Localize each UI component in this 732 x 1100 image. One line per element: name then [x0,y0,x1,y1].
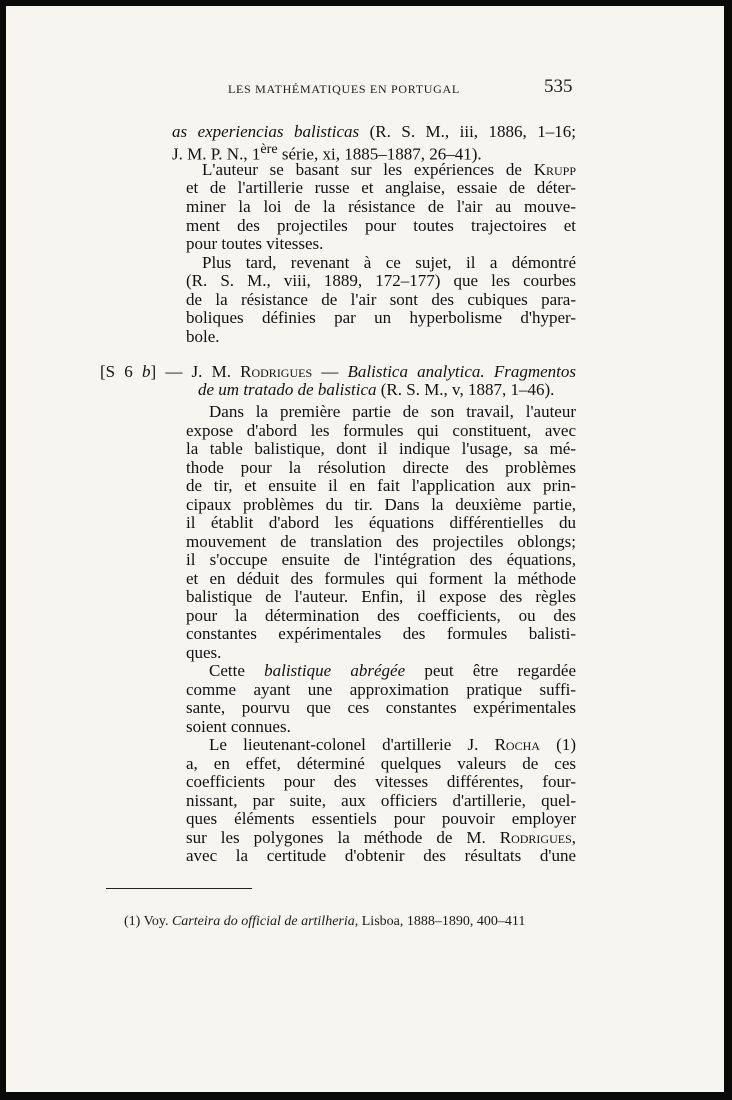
text-line: Plus tard, revenant à ce sujet, il a démontré [202,253,576,272]
text-line: de la résistance de l'air sont des cubiques para- [186,290,576,309]
text-line: bole. [186,327,220,346]
running-title: LES MATHÉMATIQUES EN PORTUGAL [228,82,460,96]
text-line: (R. S. M., viii, 1889, 172–177) que les courbes [186,271,576,290]
italic-title: Balistica analytica. Fragmentos [347,362,577,381]
text-line: ques. [186,643,222,662]
footnote-title: Carteira do official de artilheria, [171,914,359,929]
text-line: boliques définies par un hyperbolisme d'hyper- [186,308,576,327]
text-line: et en déduit des formules qui forment la méthode [186,569,576,588]
footnote-rest: Lisboa, 1888–1890, 400–411 [361,914,526,929]
italic-title: de um tratado de balistica [198,380,377,399]
footnote-marker: (1) Voy. [124,914,169,929]
text-line: pour toutes vitesses. [186,234,324,253]
text-line: de um tratado de balistica (R. S. M., v, 1887, 1–46). [198,380,555,399]
text-line: ment des projectiles pour toutes trajectoires et [186,216,576,235]
text-line: Dans la première partie de son travail, l'auteur [209,402,576,421]
footnote [124,914,525,930]
text-line: sur les polygones la méthode de M. Rodrigues, [186,828,576,847]
text-line: et de l'artillerie russe et anglaise, essaie de déter- [186,178,576,197]
italic-title: balistique abrégée [264,661,406,680]
page-number: 535 [544,76,573,97]
author-name: Rodrigues [240,362,313,381]
text-line: as experiencias balisticas (R. S. M., iii, 1886, 1–16; [172,122,576,141]
footnote-rule [106,888,252,889]
text-line: thode pour la résolution directe des problèmes [186,458,576,477]
text-line: J. M. P. N., 1ère série, xi, 1885–1887, 26–41). [172,141,482,164]
text-line: il s'occupe ensuite de l'intégration des équations, [186,550,576,569]
text-line: balistique de l'auteur. Enfin, il expose des règles [186,587,576,606]
page-header [6,78,724,100]
text-line: [S 6 b] — J. M. Rodrigues — Balistica analytica. Fragmentos [100,362,577,381]
text-line: soient connues. [186,717,291,736]
text-line: Cette balistique abrégée peut être regardée [209,661,576,680]
superscript: ère [260,141,278,157]
text-line: de tir, et ensuite il en fait l'application aux prin- [186,476,576,495]
text-line: ques éléments essentiels pour pouvoir employer [186,809,576,828]
italic-title: b [142,362,151,381]
text-line: coefficients pour des vitesses différentes, four- [186,772,576,791]
text-line: miner la loi de la résistance de l'air au mouve- [186,197,576,216]
text-line: comme ayant une approximation pratique suffi- [186,680,576,699]
text-line: cipaux problèmes du tir. Dans la deuxième partie, [186,495,576,514]
text-line: L'auteur se basant sur les expériences de Krupp [202,160,576,179]
text-line: avec la certitude d'obtenir des résultats d'une [186,846,576,865]
author-name: Krupp [533,160,576,179]
author-name: Rocha [494,735,540,754]
text-line: nissant, par suite, aux officiers d'artillerie, quel- [186,791,576,810]
text-line: la table balistique, dont il indique l'usage, sa mé- [186,439,576,458]
book-page [6,6,724,1092]
text-line: expose d'abord les formules qui constituent, avec [186,421,576,440]
text-line: mouvement de translation des projectiles oblongs; [186,532,576,551]
text-line: Le lieutenant-colonel d'artillerie J. Rocha (1) [209,735,576,754]
text-line: constantes expérimentales des formules balisti- [186,624,576,643]
text-line: pour la détermination des coefficients, ou des [186,606,576,625]
text-line: il établit d'abord les équations différentielles du [186,513,576,532]
italic-title: as experiencias balisticas [172,122,360,141]
text-line: a, en effet, déterminé quelques valeurs de ces [186,754,576,773]
text-line: sante, pourvu que ces constantes expérimentales [186,698,576,717]
author-name: Rodrigues [499,828,572,847]
